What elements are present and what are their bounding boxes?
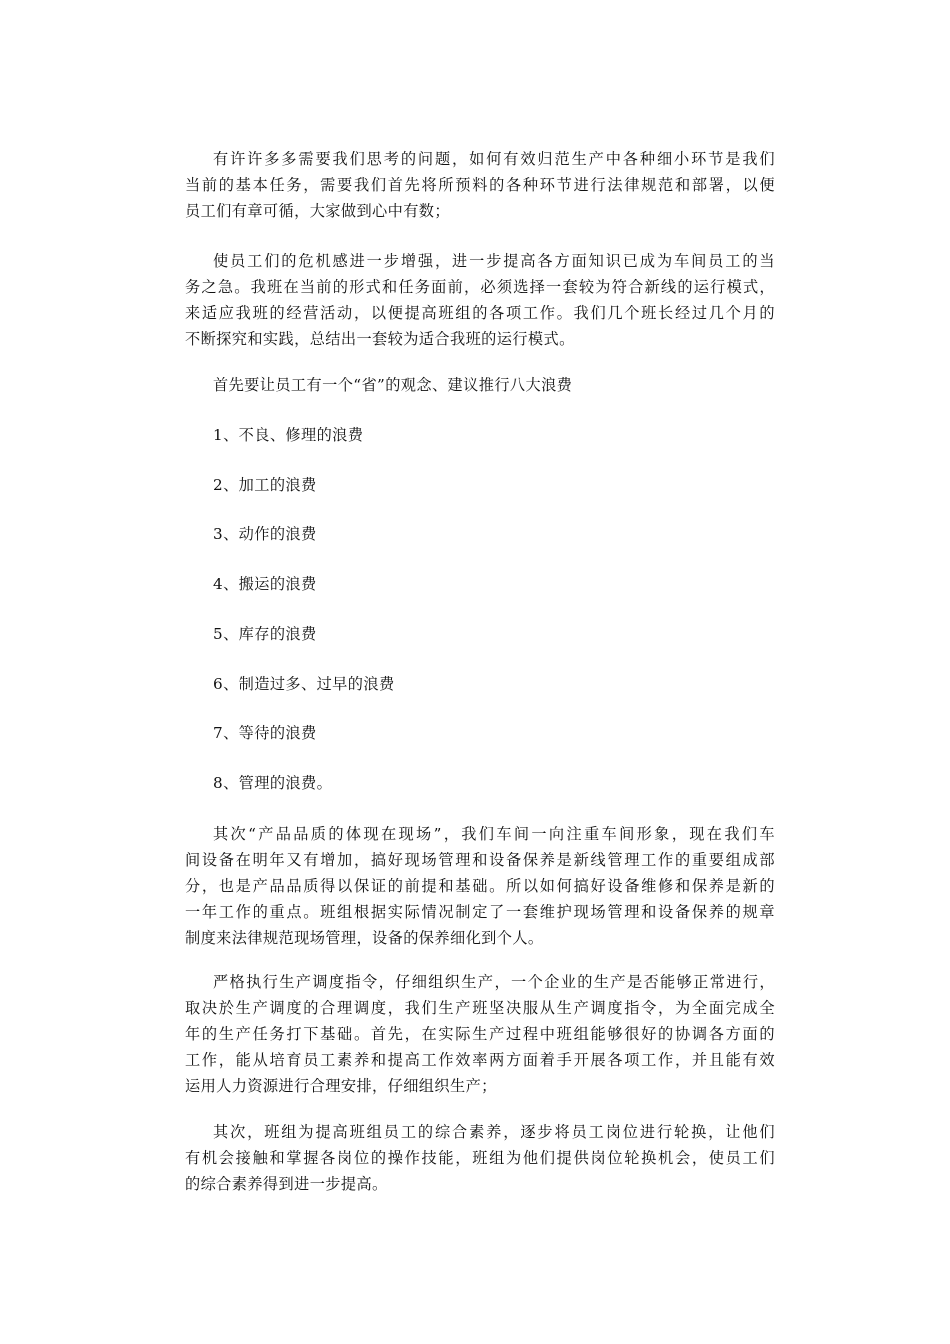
paragraph-line: 的综合素养得到进一步提高。 bbox=[185, 1175, 388, 1193]
paragraph-line: 间设备在明年又有增加，搞好现场管理和设备保养是新线管理工作的重要组成部 bbox=[185, 851, 775, 869]
paragraph-line: 不断探究和实践，总结出一套较为适合我班的运行模式。 bbox=[185, 330, 575, 348]
paragraph-line: 有许许多多需要我们思考的问题，如何有效归范生产中各种细小环节是我们 bbox=[213, 150, 775, 168]
waste-list-item: 4、搬运的浪费 bbox=[213, 575, 317, 593]
paragraph-3: 首先要让员工有一个“省”的观念、建议推行八大浪费 bbox=[213, 376, 573, 394]
paragraph-line: 分，也是产品品质得以保证的前提和基础。所以如何搞好设备维修和保养是新的 bbox=[185, 877, 775, 895]
waste-list-item: 6、制造过多、过早的浪费 bbox=[213, 675, 395, 693]
paragraph-line: 工作，能从培育员工素养和提高工作效率两方面着手开展各项工作，并且能有效 bbox=[185, 1051, 775, 1069]
paragraph-line: 一年工作的重点。班组根据实际情况制定了一套维护现场管理和设备保养的规章 bbox=[185, 903, 775, 921]
waste-list-item: 1、不良、修理的浪费 bbox=[213, 426, 364, 444]
paragraph-line: 其次，班组为提高班组员工的综合素养，逐步将员工岗位进行轮换，让他们 bbox=[213, 1123, 775, 1141]
paragraph-6 bbox=[185, 1119, 775, 1197]
paragraph-line: 务之急。我班在当前的形式和任务面前，必须选择一套较为符合新线的运行模式， bbox=[185, 278, 775, 296]
paragraph-1 bbox=[185, 146, 775, 224]
waste-list-item: 2、加工的浪费 bbox=[213, 476, 317, 494]
paragraph-line: 使员工们的危机感进一步增强，进一步提高各方面知识已成为车间员工的当 bbox=[213, 252, 775, 270]
paragraph-line: 员工们有章可循，大家做到心中有数； bbox=[185, 202, 450, 220]
paragraph-line: 来适应我班的经营活动，以便提高班组的各项工作。我们几个班长经过几个月的 bbox=[185, 304, 775, 322]
paragraph-line: 其次“产品品质的体现在现场”，我们车间一向注重车间形象，现在我们车 bbox=[213, 825, 775, 843]
waste-list-item: 3、动作的浪费 bbox=[213, 525, 317, 543]
waste-list-item: 8、管理的浪费。 bbox=[213, 774, 333, 792]
paragraph-line: 运用人力资源进行合理安排，仔细组织生产； bbox=[185, 1077, 497, 1095]
waste-list-item: 5、库存的浪费 bbox=[213, 625, 317, 643]
paragraph-line: 制度来法律规范现场管理，设备的保养细化到个人。 bbox=[185, 929, 544, 947]
waste-list-item: 7、等待的浪费 bbox=[213, 724, 317, 742]
paragraph-line: 有机会接触和掌握各岗位的操作技能，班组为他们提供岗位轮换机会，使员工们 bbox=[185, 1149, 775, 1167]
paragraph-line: 取决於生产调度的合理调度，我们生产班坚决服从生产调度指令，为全面完成全 bbox=[185, 999, 775, 1017]
paragraph-line: 年的生产任务打下基础。首先，在实际生产过程中班组能够很好的协调各方面的 bbox=[185, 1025, 775, 1043]
paragraph-5 bbox=[185, 969, 775, 1099]
paragraph-line: 当前的基本任务，需要我们首先将所预料的各种环节进行法律规范和部署，以便 bbox=[185, 176, 775, 194]
paragraph-4 bbox=[185, 821, 775, 951]
paragraph-line: 严格执行生产调度指令，仔细组织生产，一个企业的生产是否能够正常进行， bbox=[213, 973, 775, 991]
paragraph-2 bbox=[185, 248, 775, 352]
